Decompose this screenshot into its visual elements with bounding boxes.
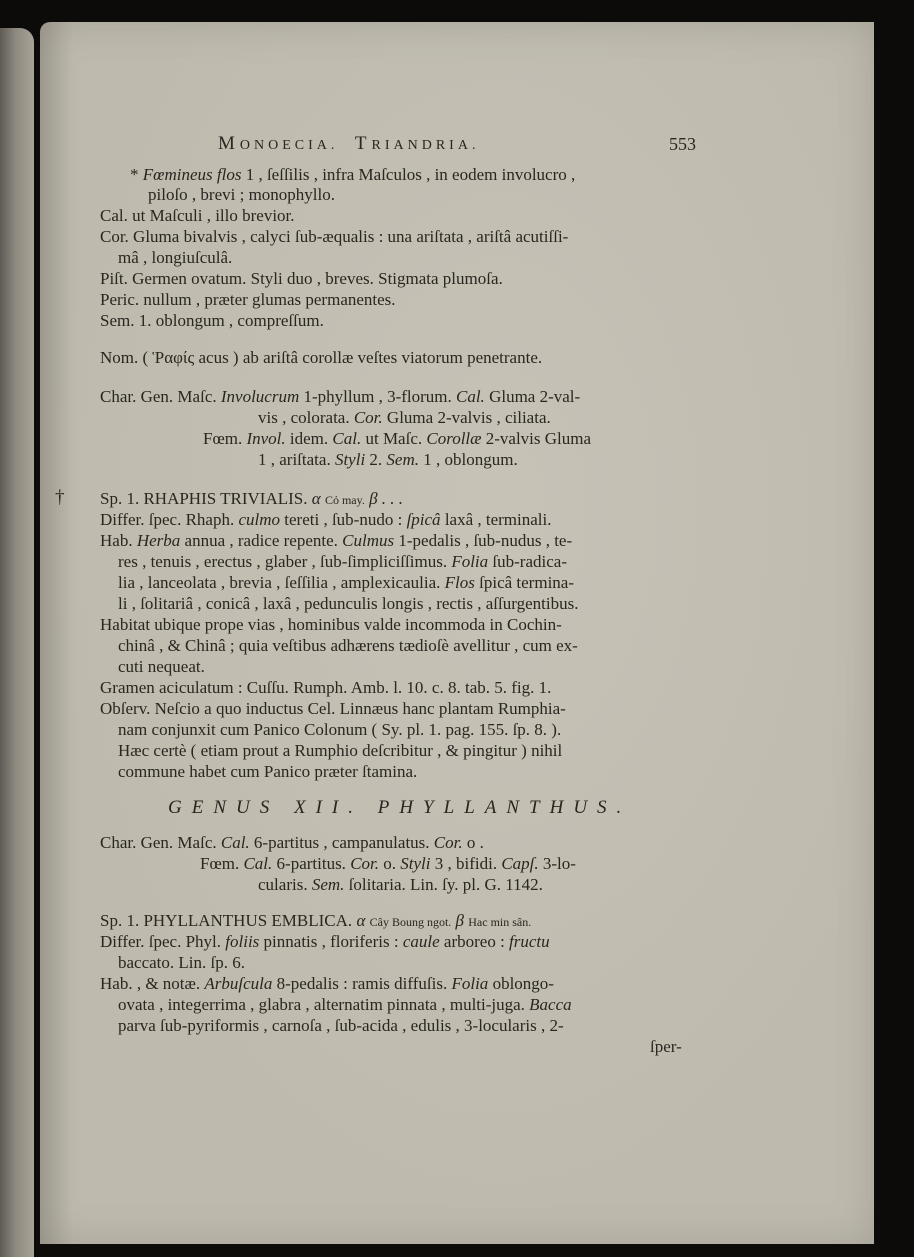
text-line: Habitat ubique prope vias , hominibus valde incommoda in Cochin-: [100, 615, 562, 634]
italic-term: culmo: [238, 510, 281, 529]
text-run: ſolitaria. Lin. ſy. pl. G. 1142.: [344, 875, 543, 894]
italic-term: caule: [402, 932, 440, 951]
text-run: 8-pedalis : ramis diffuſis.: [272, 974, 452, 993]
text-run: 1-phyllum , 3-florum.: [299, 387, 456, 406]
species-name: Sp. 1. PHYLLANTHUS EMBLICA.: [100, 911, 353, 930]
variety-mark: β: [451, 911, 469, 930]
text-line: chinâ , & Chinâ ; quia veſtibus adhærens tædioſè avellitur , cum ex-: [118, 636, 578, 655]
text-run: idem.: [285, 429, 333, 448]
text-run: oblongo-: [488, 974, 554, 993]
text-line: [100, 531, 572, 551]
italic-term: Involucrum: [220, 387, 300, 406]
italic-term: Cal.: [220, 833, 250, 852]
italic-term: Cal.: [243, 854, 273, 873]
text-run: Gluma 2-val-: [484, 387, 581, 406]
text-run: Gluma 2-valvis , ciliata.: [382, 408, 551, 427]
text-line: Cor. Gluma bivalvis , calyci ſub-æqualis : una ariſtata , ariſtâ acutiſſi-: [100, 227, 569, 246]
text-run: ut Maſc.: [361, 429, 427, 448]
italic-term: Fœmineus flos: [142, 165, 242, 184]
text-line: piloſo , brevi ; monophyllo.: [148, 185, 335, 204]
species-name: Sp. 1. RHAPHIS TRIVIALIS.: [100, 489, 308, 508]
italic-term: Culmus: [342, 531, 395, 550]
text-run: 6-partitus , campanulatus.: [249, 833, 434, 852]
running-title-cap1: M: [218, 133, 240, 154]
italic-term: Cor.: [433, 833, 463, 852]
italic-term: Cor.: [350, 854, 380, 873]
running-title: [218, 134, 479, 156]
text-run: vis , colorata.: [258, 408, 354, 427]
text-run: 1 , ariſtata.: [258, 450, 335, 469]
italic-term: Capſ.: [501, 854, 539, 873]
italic-term: Styli: [400, 854, 431, 873]
species-heading: [100, 489, 403, 510]
catchword: ſper-: [650, 1037, 682, 1056]
text-line: [118, 552, 567, 572]
text-line: Gramen aciculatum : Cuſſu. Rumph. Amb. l. 10. c. 8. tab. 5. fig. 1.: [100, 678, 552, 697]
italic-term: Corollæ: [426, 429, 482, 448]
text-run: Char. Gen. Maſc.: [100, 387, 221, 406]
italic-term: Herba: [136, 531, 181, 550]
page-number: 553: [669, 134, 696, 154]
text-line: Piſt. Germen ovatum. Styli duo , breves. Stigmata plumoſa.: [100, 269, 503, 288]
italic-term: ſpicâ: [406, 510, 441, 529]
text-line: Peric. nullum , præter glumas permanentes.: [100, 290, 396, 309]
vernacular-name: Hac min sân.: [468, 915, 532, 929]
char-line: [100, 833, 484, 853]
text-run: 2.: [365, 450, 387, 469]
text-run: ſub-radica-: [488, 552, 567, 571]
text-line: Cal. ut Maſculi , illo brevior.: [100, 206, 295, 225]
text-line: [118, 573, 574, 593]
italic-term: Folia: [451, 974, 489, 993]
text-run: 3 , bifidi.: [430, 854, 502, 873]
text-run: laxâ , terminali.: [440, 510, 552, 529]
text-line: parva ſub-pyriformis , carnoſa , ſub-acida , edulis , 3-locularis , 2-: [118, 1016, 564, 1035]
text-line: commune habet cum Panico præter ſtamina.: [118, 762, 418, 781]
nom-line: Nom. ( Ῥαφίς acus ) ab ariſtâ corollæ veſtes viatorum penetrante.: [100, 348, 543, 367]
vernacular-name: Cỏ may.: [324, 493, 365, 507]
text-run: Fœm.: [203, 429, 247, 448]
char-line: [258, 450, 518, 470]
italic-term: foliis: [225, 932, 260, 951]
text-run: 1-pedalis , ſub-nudus , te-: [394, 531, 573, 550]
variety-mark: β . . .: [364, 489, 404, 508]
text-run: tereti , ſub-nudo :: [280, 510, 407, 529]
text-run: Char. Gen. Maſc.: [100, 833, 221, 852]
italic-term: Cor.: [353, 408, 383, 427]
text-run: lia , lanceolata , brevia , ſeſſilia , amplexicaulia.: [118, 573, 445, 592]
text-line: cuti nequeat.: [118, 657, 205, 676]
text-run: Differ. ſpec. Phyl.: [100, 932, 226, 951]
text-line: mâ , longiuſculâ.: [118, 248, 233, 267]
text-run: cularis.: [258, 875, 312, 894]
book-page: [40, 22, 874, 1244]
vernacular-name: Cây Boung ngot.: [369, 915, 452, 929]
italic-term: Invol.: [246, 429, 286, 448]
text-run: annua , radice repente.: [180, 531, 343, 550]
left-page-edge: [0, 28, 34, 1257]
text-run: 2-valvis Gluma: [481, 429, 592, 448]
text-line: Sem. 1. oblongum , compreſſum.: [100, 311, 324, 330]
dagger-mark: †: [55, 487, 65, 508]
text-run: 6-partitus.: [272, 854, 351, 873]
text-line: [118, 995, 572, 1015]
text-line: [100, 932, 550, 952]
running-title-cap2: T: [354, 133, 372, 154]
italic-term: Sem.: [386, 450, 419, 469]
text-run: 3-lo-: [538, 854, 576, 873]
text-run: ovata , integerrima , glabra , alternatim pinnata , multi-juga.: [118, 995, 530, 1014]
text-run: 1 , oblongum.: [419, 450, 518, 469]
running-title-part2: RIANDRIA.: [371, 138, 480, 153]
italic-term: Cal.: [456, 387, 485, 406]
text-line: [100, 974, 554, 994]
text-line: [100, 510, 552, 530]
variety-mark: α: [352, 911, 370, 930]
text-run: Hab.: [100, 531, 137, 550]
italic-term: fructu: [509, 932, 550, 951]
asterisk: *: [130, 165, 143, 184]
italic-term: Bacca: [529, 995, 572, 1014]
text-line: Hæc certè ( etiam prout a Rumphio deſcribitur , & pingitur ) nihil: [118, 741, 563, 760]
text-line: nam conjunxit cum Panico Colonum ( Sy. pl. 1. pag. 155. ſp. 8. ).: [118, 720, 562, 739]
text-run: o.: [379, 854, 401, 873]
char-line: [200, 854, 576, 874]
italic-term: Arbuſcula: [204, 974, 273, 993]
text-run: Fœm.: [200, 854, 244, 873]
italic-term: Styli: [334, 450, 366, 469]
genus-heading: GENUS XII. PHYLLANTHUS.: [168, 797, 632, 818]
char-line: [258, 875, 543, 895]
running-title-part1: ONOECIA.: [239, 138, 339, 153]
text-run: pinnatis , floriferis :: [259, 932, 403, 951]
text-run: ſpicâ termina-: [474, 573, 574, 592]
italic-term: Sem.: [311, 875, 345, 894]
char-line: [203, 429, 591, 449]
text-run: o .: [462, 833, 484, 852]
char-line: [258, 408, 551, 428]
text-line: baccato. Lin. ſp. 6.: [118, 953, 245, 972]
text-line: [130, 165, 575, 185]
text-run: arboreo :: [439, 932, 510, 951]
italic-term: Folia: [451, 552, 489, 571]
text-run: res , tenuis , erectus , glaber , ſub-ſimpliciſſimus.: [118, 552, 452, 571]
variety-mark: α: [307, 489, 325, 508]
text-run: Differ. ſpec. Rhaph.: [100, 510, 239, 529]
char-line: [100, 387, 580, 407]
text-run: Hab. , & notæ.: [100, 974, 205, 993]
text-line: li , ſolitariâ , conicâ , laxâ , pedunculis longis , rectis , aſſurgentibus.: [118, 594, 579, 613]
text-run: 1 , ſeſſilis , infra Maſculos , in eodem involucro ,: [241, 165, 576, 184]
italic-term: Cal.: [332, 429, 362, 448]
text-line: Obſerv. Neſcio a quo inductus Cel. Linnæus hanc plantam Rumphia-: [100, 699, 566, 718]
italic-term: Flos: [444, 573, 475, 592]
species-heading: [100, 911, 531, 932]
